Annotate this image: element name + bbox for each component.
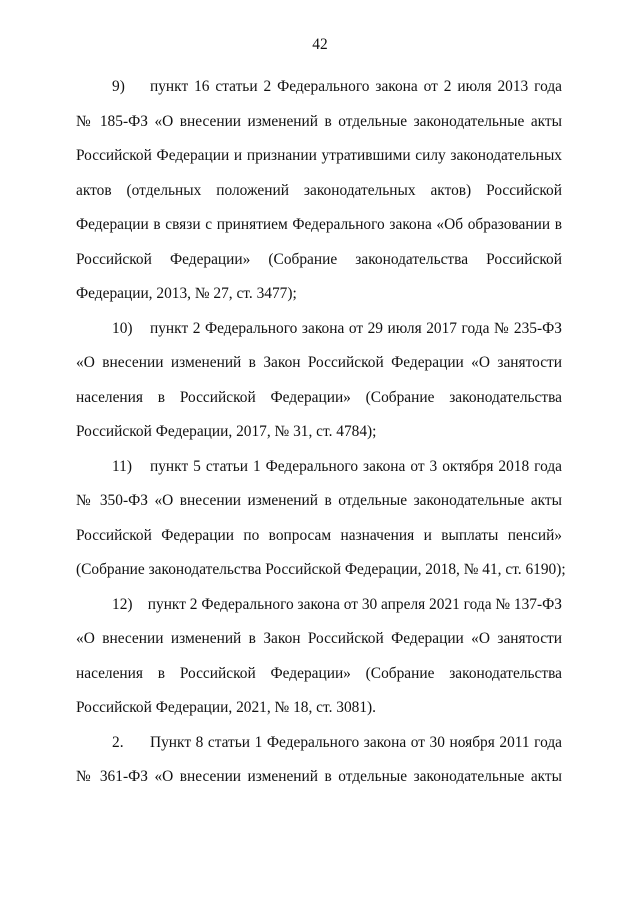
paragraph-first-line [76, 726, 562, 761]
text-line: пункт 5 статьи 1 Федерального закона от 3 октября 2018 года [150, 457, 562, 475]
item-marker: 12) [112, 595, 133, 613]
list-item [76, 450, 566, 588]
text-line: Российской Федерации по вопросам назначения и выплаты пенсий» [76, 526, 562, 544]
text-line: (Собрание законодательства Российской Федерации, 2018, № 41, ст. 6190); [76, 561, 566, 578]
list-item [76, 70, 562, 312]
item-marker: 10) [112, 319, 133, 337]
list-item [76, 312, 562, 450]
list-item [76, 588, 562, 726]
list-item [76, 726, 562, 795]
text-line: населения в Российской Федерации» (Собрание законодательства [76, 664, 562, 682]
page-number: 42 [312, 36, 328, 53]
text-line: Федерации в связи с принятием Федерального закона «Об образовании в [76, 216, 562, 233]
text-line: Пункт 8 статьи 1 Федерального закона от 30 ноября 2011 года [150, 733, 562, 751]
text-line: Федерации, 2013, № 27, ст. 3477); [76, 285, 297, 302]
document-body [76, 70, 566, 795]
paragraph-first-line [76, 70, 562, 105]
paragraph-first-line [76, 588, 562, 623]
item-marker: 11) [112, 457, 132, 475]
text-line: «О внесении изменений в Закон Российской Федерации «О занятости [76, 354, 562, 371]
text-line: Российской Федерации, 2021, № 18, ст. 3081). [76, 699, 377, 716]
text-line: № 350-ФЗ «О внесении изменений в отдельные законодательные акты [76, 492, 562, 509]
item-marker: 9) [112, 78, 125, 95]
text-line: № 185-ФЗ «О внесении изменений в отдельные законодательные акты [76, 112, 562, 130]
text-line: населения в Российской Федерации» (Собрание законодательства [76, 388, 562, 406]
text-line: «О внесении изменений в Закон Российской Федерации «О занятости [76, 630, 562, 647]
text-line: пункт 16 статьи 2 Федерального закона от 2 июля 2013 года [150, 78, 562, 95]
text-line: Российской Федерации, 2017, № 31, ст. 4784); [76, 423, 377, 440]
text-line: пункт 2 Федерального закона от 30 апреля 2021 года № 137-ФЗ [147, 595, 562, 613]
text-line: № 361-ФЗ «О внесении изменений в отдельные законодательные акты [76, 768, 562, 785]
text-line: Российской Федерации и признании утратившими силу законодательных [76, 147, 562, 164]
paragraph-first-line [76, 450, 562, 485]
text-line: Российской Федерации» (Собрание законодательства Российской [76, 250, 562, 268]
text-line: пункт 2 Федерального закона от 29 июля 2017 года № 235-ФЗ [150, 319, 562, 337]
text-line: актов (отдельных положений законодательных актов) Российской [76, 181, 562, 199]
item-marker: 2. [112, 733, 124, 751]
paragraph-first-line [76, 312, 562, 347]
